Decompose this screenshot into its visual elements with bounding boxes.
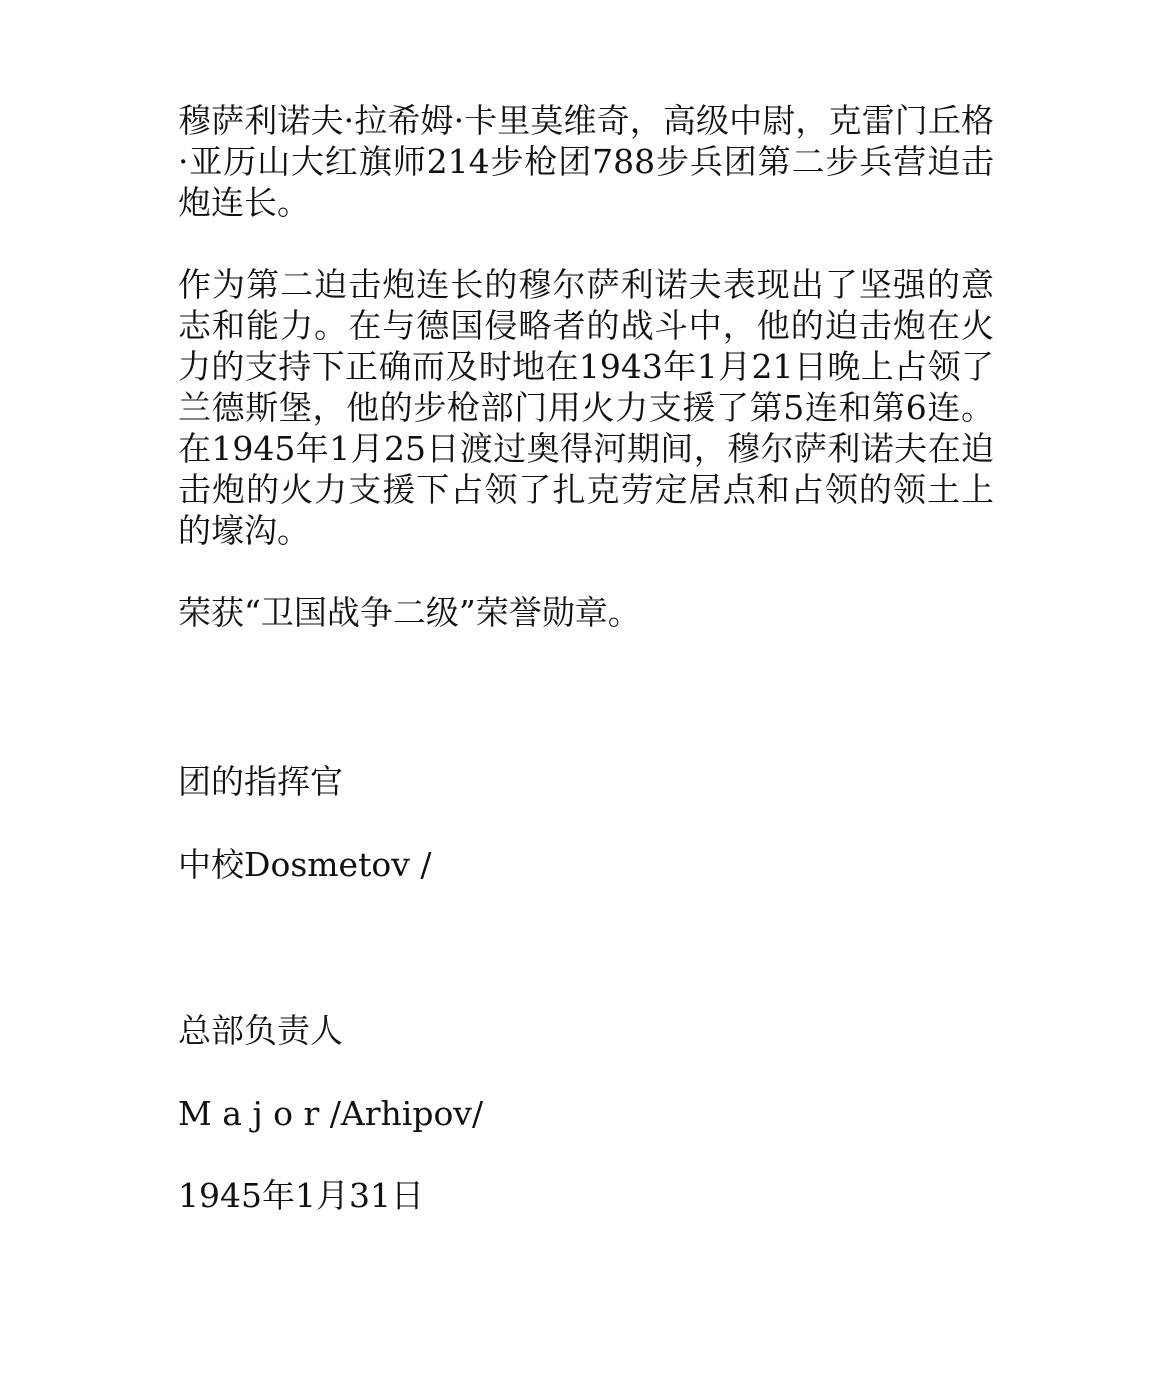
paragraph-citation: 作为第二迫击炮连长的穆尔萨利诺夫表现出了坚强的意志和能力。在与德国侵略者的战斗中，他的迫击炮在火力的支持下正确而及时地在1943年1月21日晚上占领了兰德斯堡，他的步枪部门用火力支援了第5连和第6连。在1945年1月25日渡过奥得河期间，穆尔萨利诺夫在迫击炮的火力支援下占领了扎克劳定居点和占领的领土上的壕沟。: [178, 265, 994, 550]
document-date: 1945年1月31日: [178, 1176, 424, 1215]
paragraph-intro: 穆萨利诺夫·拉希姆·卡里莫维奇，高级中尉，克雷门丘格·亚历山大红旗师214步枪团788步兵团第二步兵营迫击炮连长。: [178, 101, 994, 222]
commander-title: 团的指挥官: [178, 762, 343, 801]
paragraph-award: 荣获“卫国战争二级”荣誉勋章。: [178, 593, 641, 632]
chief-of-staff-title: 总部负责人: [178, 1011, 343, 1050]
commander-name: 中校Dosmetov /: [178, 845, 432, 884]
document-body: [178, 100, 994, 1215]
chief-of-staff-name: M a j o r /Arhipov/: [178, 1094, 484, 1133]
